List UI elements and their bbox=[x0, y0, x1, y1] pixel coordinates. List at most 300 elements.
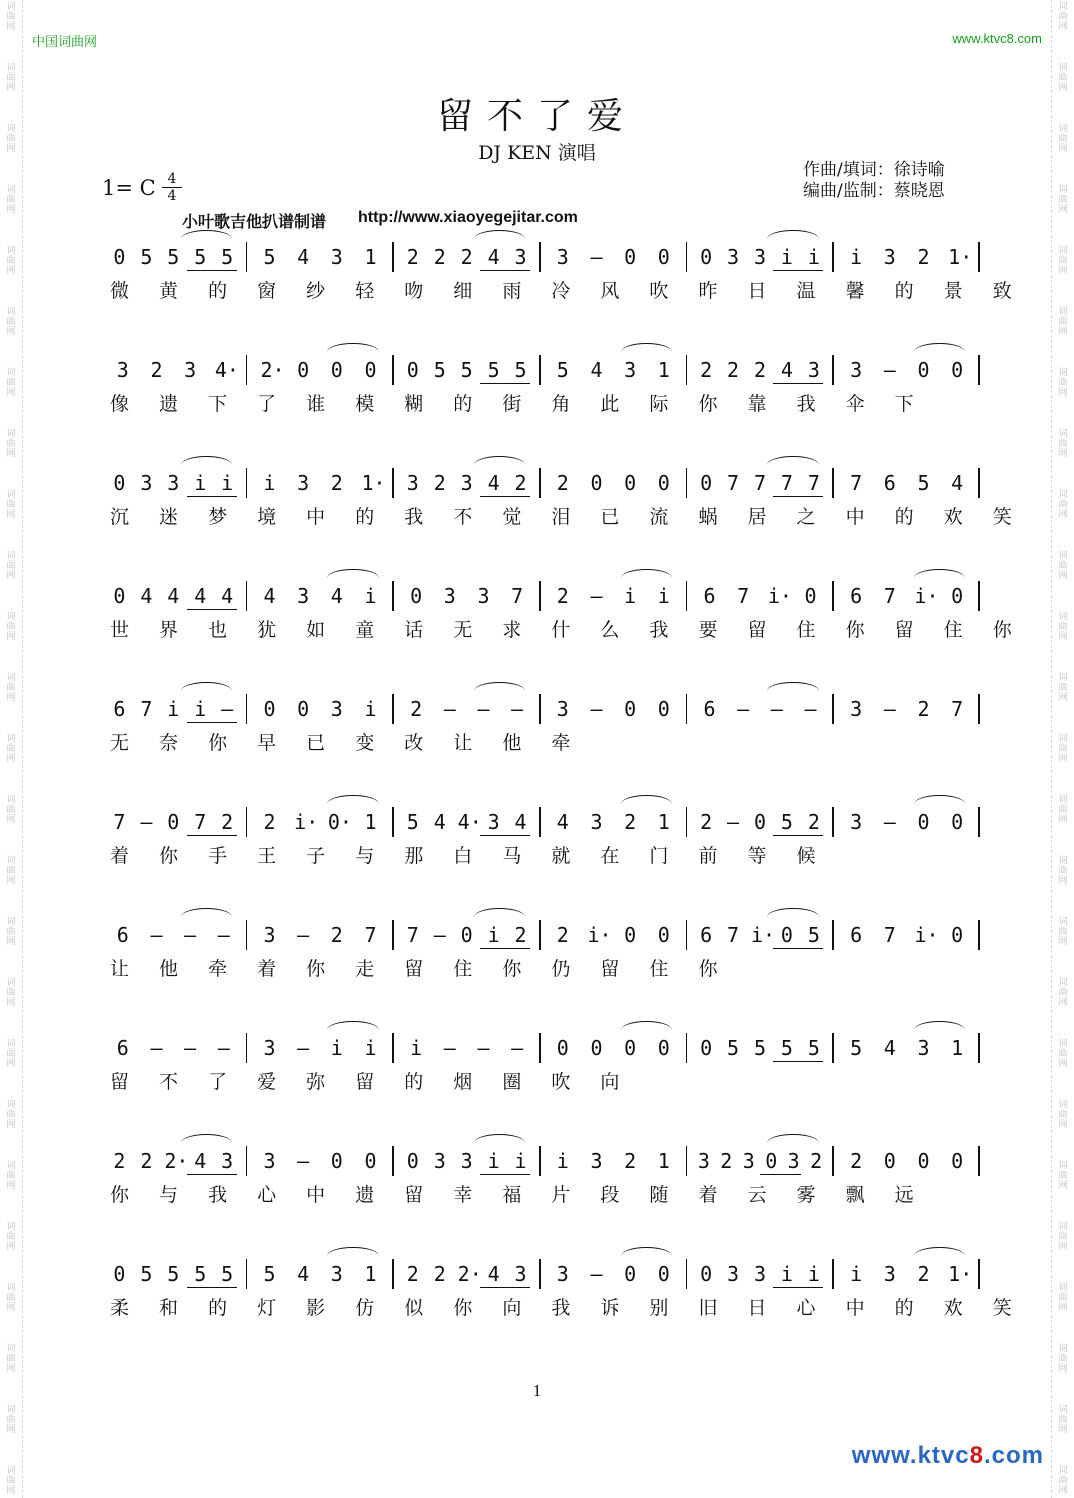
note: – bbox=[184, 1036, 197, 1060]
note: 7 bbox=[727, 923, 740, 947]
bar-line bbox=[392, 1146, 394, 1176]
note: 2 bbox=[433, 1262, 446, 1286]
slur bbox=[914, 343, 965, 352]
watermark-text: 词曲网 bbox=[6, 612, 16, 642]
note: 3 bbox=[590, 1149, 603, 1173]
beam bbox=[187, 609, 237, 610]
note: i bbox=[364, 584, 377, 608]
note: 5 bbox=[780, 1036, 793, 1060]
note: 0· bbox=[327, 810, 352, 834]
note: 5 bbox=[460, 358, 473, 382]
note: 1· bbox=[948, 1262, 973, 1286]
watermark-text: 词曲网 bbox=[6, 673, 16, 703]
bar-line bbox=[686, 581, 688, 611]
slur bbox=[914, 1247, 965, 1256]
note: 3 bbox=[917, 1036, 930, 1060]
bar-line bbox=[978, 242, 980, 272]
bar-line bbox=[392, 807, 394, 837]
beam bbox=[187, 1287, 237, 1288]
note: 2 bbox=[807, 810, 820, 834]
note: 0 bbox=[113, 584, 126, 608]
beam bbox=[187, 1174, 237, 1175]
slur bbox=[767, 230, 818, 239]
note: 2 bbox=[810, 1149, 823, 1173]
note: 7 bbox=[780, 471, 793, 495]
note: 3 bbox=[460, 1149, 473, 1173]
watermark-text: 词曲网 bbox=[1058, 1283, 1068, 1313]
bar-line bbox=[686, 1259, 688, 1289]
note: – bbox=[883, 810, 896, 834]
lyrics-text: 着 你 手 王 子 与 那 白 马 就 在 门 前 等 候 bbox=[110, 845, 828, 867]
note: 2 bbox=[433, 245, 446, 269]
bar-line bbox=[832, 1259, 834, 1289]
bar-line bbox=[832, 242, 834, 272]
note: 4 bbox=[297, 245, 310, 269]
note: i bbox=[364, 697, 377, 721]
lyrics-text: 你 与 我 心 中 遗 留 幸 福 片 段 随 着 云 雾 飘 远 bbox=[110, 1184, 926, 1206]
note: 3 bbox=[850, 810, 863, 834]
watermark-text: 词曲网 bbox=[1058, 673, 1068, 703]
slur bbox=[474, 1134, 525, 1143]
note: 7 bbox=[727, 471, 740, 495]
slur bbox=[767, 456, 818, 465]
note: – bbox=[737, 697, 750, 721]
note: 0 bbox=[624, 245, 637, 269]
note: 0 bbox=[556, 1036, 569, 1060]
note: 3 bbox=[443, 584, 456, 608]
note: 5 bbox=[406, 810, 419, 834]
watermark-text: 词曲网 bbox=[6, 1039, 16, 1069]
slur bbox=[767, 908, 818, 917]
slur bbox=[181, 230, 232, 239]
beam bbox=[773, 835, 823, 836]
beam bbox=[773, 1287, 823, 1288]
watermark-text: 词曲网 bbox=[6, 917, 16, 947]
note: 2 bbox=[917, 245, 930, 269]
note: 3 bbox=[116, 358, 129, 382]
note: – bbox=[184, 923, 197, 947]
note: 2· bbox=[260, 358, 285, 382]
bar-line bbox=[832, 581, 834, 611]
note: 0 bbox=[590, 1036, 603, 1060]
note: – bbox=[590, 584, 603, 608]
note: 5 bbox=[514, 358, 527, 382]
beam bbox=[480, 270, 530, 271]
note: 2 bbox=[556, 471, 569, 495]
lyrics-text: 像 遗 下 了 谁 模 糊 的 街 角 此 际 你 靠 我 伞 下 bbox=[110, 393, 926, 415]
note: i bbox=[487, 923, 500, 947]
notes-line bbox=[100, 238, 980, 274]
slur bbox=[621, 569, 672, 578]
note: 3 bbox=[753, 1262, 767, 1286]
note: 3 bbox=[297, 471, 310, 495]
watermark-text: 词曲网 bbox=[6, 429, 16, 459]
lyrics-text: 沉 迷 梦 境 中 的 我 不 觉 泪 已 流 蜗 居 之 中 的 欢 笑 bbox=[110, 506, 1024, 528]
note: 4· bbox=[214, 358, 239, 382]
bar-line bbox=[686, 920, 688, 950]
bar-line bbox=[246, 920, 248, 950]
bar-line bbox=[832, 920, 834, 950]
bar-line bbox=[392, 694, 394, 724]
slur bbox=[327, 343, 378, 352]
watermark-text: 词曲网 bbox=[6, 1283, 16, 1313]
note: 6 bbox=[113, 697, 126, 721]
lyrics-line bbox=[100, 276, 1024, 306]
note: i bbox=[221, 471, 234, 495]
beam bbox=[760, 1174, 801, 1175]
note: 0 bbox=[113, 1262, 126, 1286]
slur bbox=[767, 682, 818, 691]
note: 0 bbox=[590, 471, 603, 495]
note: 3 bbox=[221, 1149, 234, 1173]
lyrics-line bbox=[100, 841, 980, 871]
watermark-text: 词曲网 bbox=[1058, 124, 1068, 154]
bar-line bbox=[686, 468, 688, 498]
note: 7 bbox=[364, 923, 377, 947]
note: i· bbox=[751, 923, 776, 947]
bar-line bbox=[392, 242, 394, 272]
note: 4 bbox=[221, 584, 234, 608]
note: 3 bbox=[406, 471, 419, 495]
note: i bbox=[514, 1149, 527, 1173]
watermark-text: 词曲网 bbox=[1058, 429, 1068, 459]
note: 5 bbox=[433, 358, 446, 382]
watermark-text: 词曲网 bbox=[6, 185, 16, 215]
bar-line bbox=[686, 1146, 688, 1176]
note: 0 bbox=[917, 358, 930, 382]
watermark-text: 词曲网 bbox=[6, 856, 16, 886]
watermark-text: 词曲网 bbox=[1058, 856, 1068, 886]
note: 0 bbox=[624, 923, 637, 947]
note: 0 bbox=[364, 358, 377, 382]
note: 2 bbox=[433, 471, 446, 495]
lyrics-line bbox=[100, 1067, 980, 1097]
bar-line bbox=[978, 581, 980, 611]
note: i bbox=[780, 1262, 793, 1286]
watermark-text: 词曲网 bbox=[6, 490, 16, 520]
note: 0 bbox=[951, 1149, 964, 1173]
watermark-text: 词曲网 bbox=[6, 368, 16, 398]
note: 3 bbox=[514, 1262, 527, 1286]
bar-line bbox=[539, 920, 541, 950]
lyrics-text: 无 奈 你 早 已 变 改 让 他 牵 bbox=[110, 732, 583, 754]
note: 0 bbox=[700, 471, 713, 495]
notes-line bbox=[100, 351, 980, 387]
note: 5 bbox=[807, 1036, 820, 1060]
note: i bbox=[167, 697, 180, 721]
bar-line bbox=[392, 468, 394, 498]
watermark-text: 词曲网 bbox=[6, 1161, 16, 1191]
note: 3 bbox=[514, 245, 527, 269]
watermark-text: 词曲网 bbox=[1058, 1466, 1068, 1496]
note: 2 bbox=[917, 1262, 930, 1286]
note: – bbox=[217, 923, 230, 947]
note: 3 bbox=[624, 358, 637, 382]
bar-line bbox=[246, 355, 248, 385]
note: – bbox=[883, 358, 896, 382]
note: 7 bbox=[951, 697, 964, 721]
lyrics-line bbox=[100, 1293, 1024, 1323]
note: 2 bbox=[850, 1149, 863, 1173]
time-bottom: 4 bbox=[167, 188, 177, 204]
note: 3 bbox=[460, 471, 473, 495]
note: 5 bbox=[194, 1262, 207, 1286]
note: – bbox=[590, 1262, 603, 1286]
site-name-left: 中国词曲网 bbox=[32, 35, 98, 50]
transcriber: 小叶歌吉他扒谱制谱 bbox=[182, 214, 327, 231]
lyrics-line bbox=[100, 615, 1024, 645]
bar-line bbox=[832, 468, 834, 498]
note: – bbox=[804, 697, 817, 721]
note: 2 bbox=[720, 1149, 733, 1173]
note: 6 bbox=[883, 471, 896, 495]
slur bbox=[914, 569, 965, 578]
note: 3 bbox=[883, 245, 896, 269]
credit-composer: 作曲/填词：徐诗喻 bbox=[803, 160, 945, 180]
note: i· bbox=[587, 923, 612, 947]
bar-line bbox=[832, 694, 834, 724]
lyrics-line bbox=[100, 1180, 980, 1210]
beam bbox=[480, 835, 530, 836]
bar-line bbox=[392, 355, 394, 385]
bar-line bbox=[392, 1033, 394, 1063]
note: 6 bbox=[116, 1036, 129, 1060]
beam bbox=[480, 496, 530, 497]
bar-line bbox=[246, 468, 248, 498]
note: 4 bbox=[167, 584, 180, 608]
note: 2 bbox=[917, 697, 930, 721]
note: i bbox=[850, 1262, 863, 1286]
note: 3 bbox=[263, 1149, 276, 1173]
note: 5 bbox=[727, 1036, 740, 1060]
note: i bbox=[487, 1149, 500, 1173]
note: 6 bbox=[703, 697, 716, 721]
note: 3 bbox=[184, 358, 197, 382]
note: 1 bbox=[657, 810, 670, 834]
note: 1 bbox=[364, 245, 377, 269]
note: – bbox=[727, 810, 740, 834]
note: 5 bbox=[780, 810, 793, 834]
note: 4 bbox=[263, 584, 276, 608]
slur bbox=[327, 795, 378, 804]
beam bbox=[187, 722, 237, 723]
note: 1 bbox=[951, 1036, 964, 1060]
note: 1· bbox=[948, 245, 973, 269]
note: i bbox=[850, 245, 863, 269]
note: 6 bbox=[700, 923, 713, 947]
watermark-text: 词曲网 bbox=[1058, 612, 1068, 642]
note: 0 bbox=[297, 697, 310, 721]
note: 5 bbox=[221, 245, 234, 269]
bar-line bbox=[539, 355, 541, 385]
note: 0 bbox=[406, 358, 419, 382]
watermark-text: 词曲网 bbox=[1058, 1405, 1068, 1435]
note: 4· bbox=[457, 810, 482, 834]
note: 0 bbox=[113, 471, 126, 495]
note: – bbox=[770, 697, 783, 721]
bar-line bbox=[978, 1146, 980, 1176]
note: 3 bbox=[727, 1262, 740, 1286]
note: 0 bbox=[917, 810, 930, 834]
note: i· bbox=[294, 810, 319, 834]
bar-line bbox=[246, 1033, 248, 1063]
watermark-text: 词曲网 bbox=[6, 1466, 16, 1496]
lyrics-line bbox=[100, 389, 980, 419]
slur bbox=[474, 682, 525, 691]
note: – bbox=[477, 1036, 490, 1060]
note: 4 bbox=[433, 810, 446, 834]
bar-line bbox=[686, 807, 688, 837]
bar-line bbox=[539, 1033, 541, 1063]
note: 1 bbox=[364, 1262, 377, 1286]
note: 7 bbox=[807, 471, 820, 495]
bar-line bbox=[539, 1259, 541, 1289]
site-url-right: www.ktvc8.com bbox=[952, 31, 1042, 46]
note: 7 bbox=[140, 697, 153, 721]
beam bbox=[773, 496, 823, 497]
watermark-text: 词曲网 bbox=[1058, 307, 1068, 337]
note: 3 bbox=[697, 1149, 710, 1173]
note: i bbox=[624, 584, 637, 608]
note: 0 bbox=[624, 1036, 637, 1060]
note: – bbox=[221, 697, 234, 721]
note: 4 bbox=[780, 358, 793, 382]
note: 2 bbox=[460, 245, 473, 269]
note: 0 bbox=[657, 1262, 670, 1286]
beam bbox=[187, 835, 237, 836]
note: 0 bbox=[657, 1036, 670, 1060]
bar-line bbox=[832, 355, 834, 385]
note: 1 bbox=[657, 358, 670, 382]
beam bbox=[480, 1174, 530, 1175]
note: 3 bbox=[140, 471, 153, 495]
bar-line bbox=[539, 581, 541, 611]
watermark-text: 词曲网 bbox=[1058, 490, 1068, 520]
note: 2 bbox=[514, 471, 527, 495]
note: i bbox=[364, 1036, 377, 1060]
footer-logo bbox=[852, 1442, 1044, 1470]
note: 5 bbox=[753, 1036, 767, 1060]
note: 3 bbox=[167, 471, 180, 495]
note: 0 bbox=[700, 245, 713, 269]
note: 0 bbox=[804, 584, 817, 608]
note: 5 bbox=[140, 245, 153, 269]
note: 3 bbox=[330, 697, 343, 721]
note: 0 bbox=[624, 697, 637, 721]
note: 3 bbox=[590, 810, 603, 834]
note: 0 bbox=[780, 923, 793, 947]
bar-line bbox=[392, 1259, 394, 1289]
note: 1 bbox=[364, 810, 377, 834]
lyrics-text: 柔 和 的 灯 影 仿 似 你 向 我 诉 别 旧 日 心 中 的 欢 笑 bbox=[110, 1297, 1024, 1319]
watermark-text: 词曲网 bbox=[6, 795, 16, 825]
notes-line bbox=[100, 1255, 980, 1291]
watermark-text: 词曲网 bbox=[6, 246, 16, 276]
note: i bbox=[263, 471, 276, 495]
beam bbox=[480, 1287, 530, 1288]
note: 0 bbox=[657, 697, 670, 721]
note: i bbox=[807, 1262, 820, 1286]
note: 3 bbox=[477, 584, 490, 608]
credit-arranger: 编曲/监制：蔡晓恩 bbox=[803, 181, 945, 201]
note: 3 bbox=[850, 697, 863, 721]
note: 2 bbox=[753, 358, 767, 382]
note: 7 bbox=[753, 471, 767, 495]
bar-line bbox=[539, 1146, 541, 1176]
notes-line bbox=[100, 803, 980, 839]
watermark-text: 词曲网 bbox=[1058, 368, 1068, 398]
slur bbox=[181, 908, 232, 917]
note: 2 bbox=[556, 584, 569, 608]
note: 3 bbox=[330, 1262, 343, 1286]
note: 6 bbox=[116, 923, 129, 947]
lyrics-line bbox=[100, 954, 980, 984]
note: 2 bbox=[514, 923, 527, 947]
note: 7 bbox=[113, 810, 126, 834]
lyrics-text: 让 他 牵 着 你 走 留 住 你 仍 留 住 你 bbox=[110, 958, 730, 980]
watermark-text: 词曲网 bbox=[6, 307, 16, 337]
note: 2· bbox=[457, 1262, 482, 1286]
note: 0 bbox=[330, 1149, 343, 1173]
lyrics-line bbox=[100, 502, 1024, 532]
bar-line bbox=[246, 1146, 248, 1176]
bar-line bbox=[539, 694, 541, 724]
note: 5 bbox=[917, 471, 930, 495]
note: 2 bbox=[330, 923, 343, 947]
note: 0 bbox=[700, 1036, 713, 1060]
watermark-text: 词曲网 bbox=[1058, 1100, 1068, 1130]
notes-line bbox=[100, 464, 980, 500]
note: 3 bbox=[556, 1262, 569, 1286]
bar-line bbox=[246, 807, 248, 837]
watermark-text: 词曲网 bbox=[6, 734, 16, 764]
note: 0 bbox=[765, 1149, 778, 1173]
note: – bbox=[590, 245, 603, 269]
note: – bbox=[297, 1149, 310, 1173]
note: 5 bbox=[807, 923, 820, 947]
bar-line bbox=[686, 355, 688, 385]
note: 2 bbox=[700, 810, 713, 834]
slur bbox=[327, 1247, 378, 1256]
note: 5 bbox=[221, 1262, 234, 1286]
bar-line bbox=[978, 355, 980, 385]
note: – bbox=[140, 810, 153, 834]
bar-line bbox=[978, 1033, 980, 1063]
note: 0 bbox=[410, 584, 423, 608]
notes-line bbox=[100, 690, 980, 726]
watermark-text: 词曲网 bbox=[6, 1405, 16, 1435]
note: 0 bbox=[951, 358, 964, 382]
watermark-text: 词曲网 bbox=[6, 2, 16, 32]
note: 4 bbox=[487, 471, 500, 495]
note: 2 bbox=[330, 471, 343, 495]
note: 1· bbox=[361, 471, 386, 495]
watermark-text: 词曲网 bbox=[6, 1344, 16, 1374]
watermark-text: 词曲网 bbox=[6, 1100, 16, 1130]
note: 7 bbox=[406, 923, 419, 947]
note: – bbox=[150, 923, 163, 947]
slur bbox=[327, 1021, 378, 1030]
beam bbox=[480, 948, 530, 949]
note: – bbox=[443, 1036, 456, 1060]
notes-line bbox=[100, 1142, 980, 1178]
note: 7 bbox=[850, 471, 863, 495]
note: 0 bbox=[460, 923, 473, 947]
bar-line bbox=[539, 807, 541, 837]
note: 0 bbox=[167, 810, 180, 834]
slur bbox=[621, 1247, 672, 1256]
watermark-text: 词曲网 bbox=[1058, 63, 1068, 93]
